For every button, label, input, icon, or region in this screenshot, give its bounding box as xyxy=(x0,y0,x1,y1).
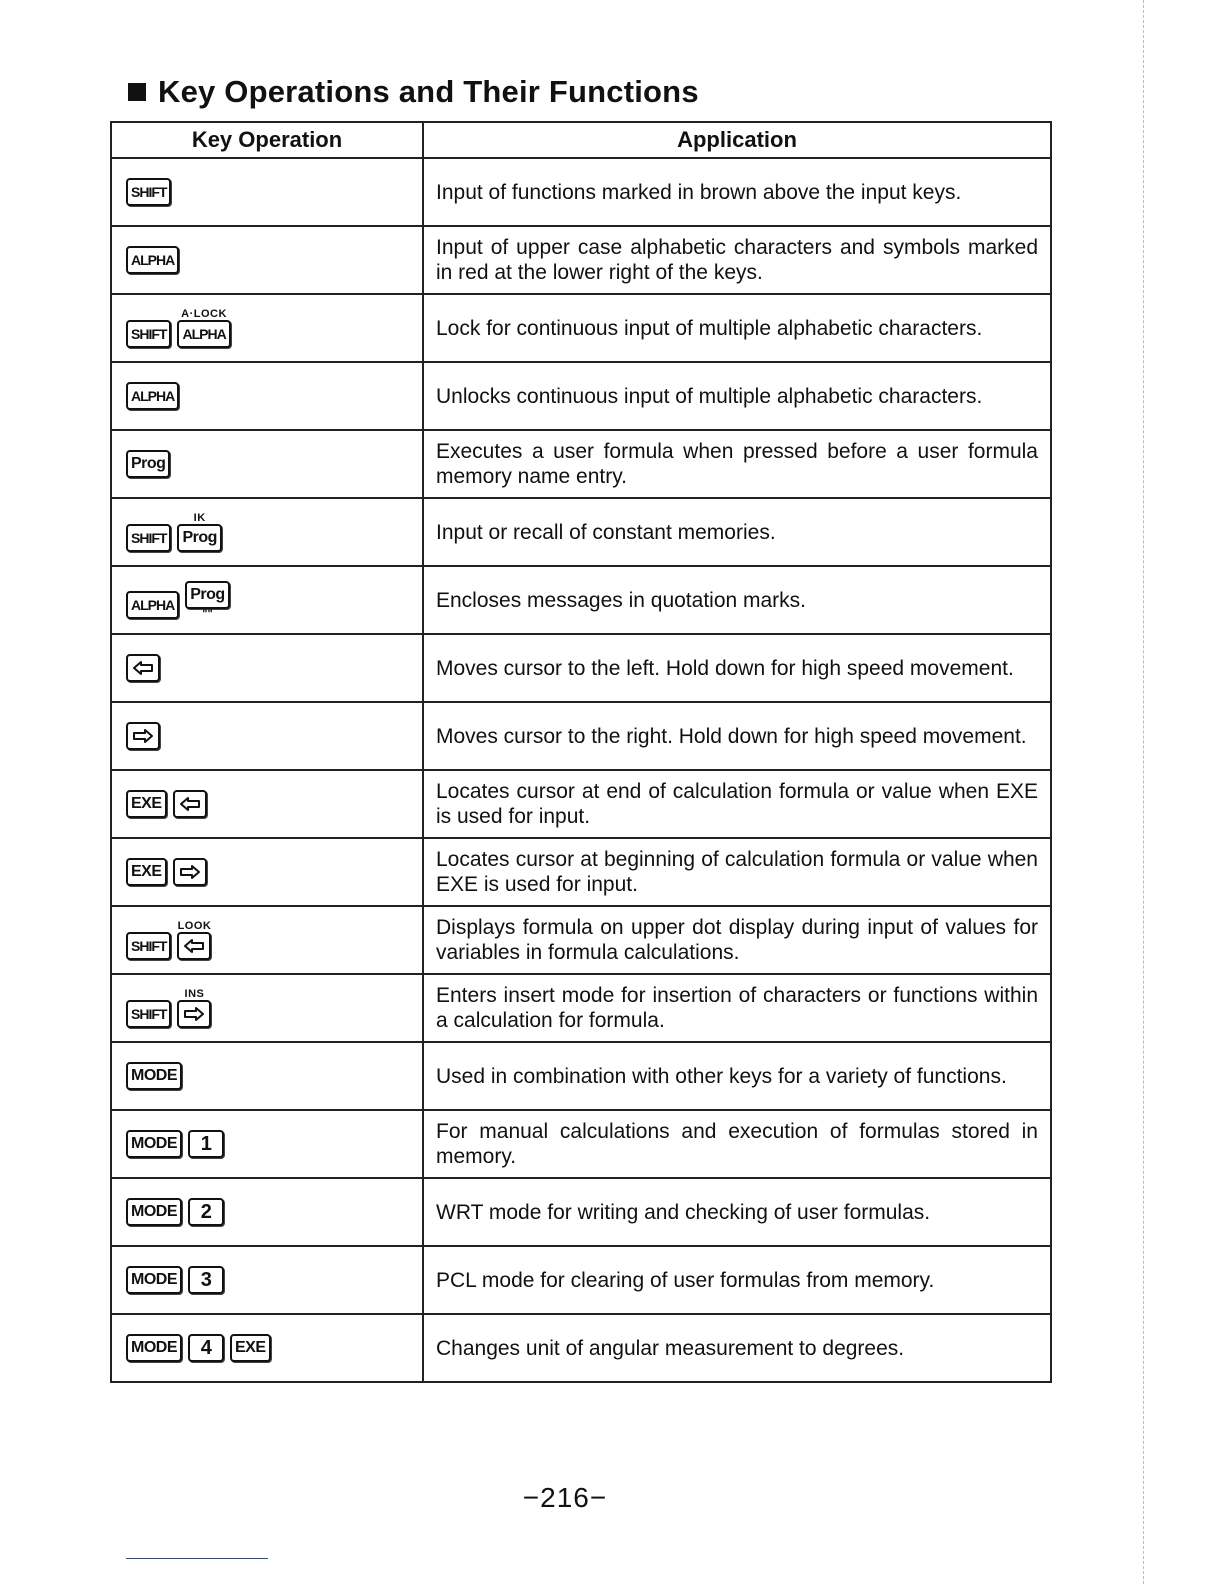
mode-key: MODE xyxy=(126,1266,182,1294)
table-row xyxy=(111,974,1051,1042)
application-cell: Locates cursor at beginning of calculation formula or value when EXE is used for input. xyxy=(423,838,1051,906)
header-key-operation: Key Operation xyxy=(111,122,423,158)
left-arrow-icon xyxy=(132,660,154,676)
left-arrow-key xyxy=(126,654,160,682)
alpha-key: ALPHA xyxy=(126,382,179,410)
key-sequence xyxy=(126,246,422,274)
table-row xyxy=(111,702,1051,770)
page-title xyxy=(128,74,699,110)
table-row xyxy=(111,566,1051,634)
key-wrapper xyxy=(126,1130,182,1158)
key-sequence xyxy=(126,858,422,886)
prog-key: Prog xyxy=(126,450,170,478)
key-wrapper xyxy=(126,246,179,274)
application-cell: Moves cursor to the left. Hold down for high speed movement. xyxy=(423,634,1051,702)
application-cell: Input of functions marked in brown above the input keys. xyxy=(423,158,1051,226)
key-wrapper xyxy=(177,512,221,552)
table-row xyxy=(111,1042,1051,1110)
table-row xyxy=(111,906,1051,974)
mode-key: MODE xyxy=(126,1130,182,1158)
table-row xyxy=(111,1110,1051,1178)
key-operation-cell xyxy=(111,1110,423,1178)
key-secondary-label: A·LOCK xyxy=(181,308,227,320)
page-title-text: Key Operations and Their Functions xyxy=(158,74,699,109)
header-application: Application xyxy=(423,122,1051,158)
1-key: 1 xyxy=(188,1130,224,1158)
key-wrapper xyxy=(126,932,171,960)
key-secondary-label: IK xyxy=(193,512,206,524)
2-key: 2 xyxy=(188,1198,224,1226)
application-cell: Displays formula on upper dot display during input of values for variables in formula calculations. xyxy=(423,906,1051,974)
key-secondary-label: INS xyxy=(184,988,205,1000)
key-wrapper xyxy=(230,1334,271,1362)
mode-key: MODE xyxy=(126,1198,182,1226)
shift-key: SHIFT xyxy=(126,932,171,960)
title-bullet-icon xyxy=(128,83,146,101)
key-operation-cell xyxy=(111,634,423,702)
application-cell: Lock for continuous input of multiple alphabetic characters. xyxy=(423,294,1051,362)
key-operation-cell xyxy=(111,1314,423,1382)
prog-key: Prog xyxy=(177,524,221,552)
application-cell: Changes unit of angular measurement to degrees. xyxy=(423,1314,1051,1382)
key-wrapper xyxy=(126,722,160,750)
footer-rule xyxy=(126,1558,268,1559)
application-cell: For manual calculations and execution of formulas stored in memory. xyxy=(423,1110,1051,1178)
key-operation-cell xyxy=(111,1178,423,1246)
key-tertiary-label: "" xyxy=(202,608,213,620)
application-cell: Encloses messages in quotation marks. xyxy=(423,566,1051,634)
left-arrow-key xyxy=(177,932,211,960)
key-wrapper xyxy=(173,790,207,818)
key-wrapper xyxy=(188,1130,224,1158)
application-cell: Moves cursor to the right. Hold down for high speed movement. xyxy=(423,702,1051,770)
key-wrapper xyxy=(126,382,179,410)
alpha-key: ALPHA xyxy=(177,320,230,348)
table-row xyxy=(111,838,1051,906)
table-header-row xyxy=(111,122,1051,158)
table-row xyxy=(111,1314,1051,1382)
alpha-key: ALPHA xyxy=(126,246,179,274)
key-wrapper xyxy=(188,1266,224,1294)
key-sequence xyxy=(126,1198,422,1226)
exe-key: EXE xyxy=(126,790,167,818)
prog-key: Prog xyxy=(185,581,229,609)
table-body xyxy=(111,158,1051,1382)
table-row xyxy=(111,430,1051,498)
key-wrapper xyxy=(177,988,211,1028)
application-cell: Input of upper case alphabetic characters and symbols marked in red at the lower right of the keys. xyxy=(423,226,1051,294)
right-arrow-icon xyxy=(132,728,154,744)
application-cell: PCL mode for clearing of user formulas from memory. xyxy=(423,1246,1051,1314)
table-row xyxy=(111,226,1051,294)
key-operation-cell xyxy=(111,498,423,566)
key-sequence xyxy=(126,790,422,818)
right-arrow-key xyxy=(173,858,207,886)
key-wrapper xyxy=(126,591,179,619)
shift-key: SHIFT xyxy=(126,524,171,552)
key-sequence xyxy=(126,920,422,960)
key-wrapper xyxy=(126,178,171,206)
key-wrapper xyxy=(126,1000,171,1028)
key-operation-cell xyxy=(111,974,423,1042)
key-sequence xyxy=(126,512,422,552)
key-sequence xyxy=(126,178,422,206)
key-sequence xyxy=(126,1334,422,1362)
key-operation-cell xyxy=(111,362,423,430)
application-cell: WRT mode for writing and checking of user formulas. xyxy=(423,1178,1051,1246)
table-row xyxy=(111,1178,1051,1246)
page-number: −216− xyxy=(522,1482,608,1513)
shift-key: SHIFT xyxy=(126,320,171,348)
key-operation-cell xyxy=(111,566,423,634)
key-operation-cell xyxy=(111,430,423,498)
exe-key: EXE xyxy=(230,1334,271,1362)
key-operation-cell xyxy=(111,838,423,906)
key-wrapper xyxy=(177,308,230,348)
key-wrapper xyxy=(126,524,171,552)
page-edge-line xyxy=(1143,0,1144,1584)
table-row xyxy=(111,158,1051,226)
key-operation-cell xyxy=(111,226,423,294)
key-operation-cell xyxy=(111,906,423,974)
key-wrapper xyxy=(126,1062,182,1090)
left-arrow-icon xyxy=(179,796,201,812)
key-wrapper xyxy=(126,790,167,818)
table-row xyxy=(111,498,1051,566)
key-sequence xyxy=(126,382,422,410)
key-operation-cell xyxy=(111,702,423,770)
table-row xyxy=(111,1246,1051,1314)
table-row xyxy=(111,770,1051,838)
key-operation-cell xyxy=(111,770,423,838)
shift-key: SHIFT xyxy=(126,1000,171,1028)
mode-key: MODE xyxy=(126,1062,182,1090)
key-wrapper xyxy=(126,320,171,348)
shift-key: SHIFT xyxy=(126,178,171,206)
key-operation-cell xyxy=(111,1042,423,1110)
table-row xyxy=(111,294,1051,362)
key-operation-cell xyxy=(111,158,423,226)
key-wrapper xyxy=(177,920,211,960)
application-cell: Used in combination with other keys for a variety of functions. xyxy=(423,1042,1051,1110)
application-cell: Locates cursor at end of calculation formula or value when EXE is used for input. xyxy=(423,770,1051,838)
key-sequence xyxy=(126,1266,422,1294)
application-cell: Unlocks continuous input of multiple alphabetic characters. xyxy=(423,362,1051,430)
right-arrow-key xyxy=(177,1000,211,1028)
key-wrapper xyxy=(126,858,167,886)
right-arrow-icon xyxy=(179,864,201,880)
key-wrapper xyxy=(126,1198,182,1226)
application-cell: Executes a user formula when pressed before a user formula memory name entry. xyxy=(423,430,1051,498)
key-sequence xyxy=(126,988,422,1028)
4-key: 4 xyxy=(188,1334,224,1362)
left-arrow-icon xyxy=(183,938,205,954)
mode-key: MODE xyxy=(126,1334,182,1362)
key-wrapper xyxy=(185,581,229,619)
key-wrapper xyxy=(126,450,170,478)
3-key: 3 xyxy=(188,1266,224,1294)
key-wrapper xyxy=(173,858,207,886)
key-wrapper xyxy=(126,1266,182,1294)
right-arrow-icon xyxy=(183,1006,205,1022)
application-cell: Input or recall of constant memories. xyxy=(423,498,1051,566)
exe-key: EXE xyxy=(126,858,167,886)
key-operation-cell xyxy=(111,1246,423,1314)
table-row xyxy=(111,362,1051,430)
key-sequence xyxy=(126,654,422,682)
right-arrow-key xyxy=(126,722,160,750)
application-cell: Enters insert mode for insertion of characters or functions within a calculation for formula. xyxy=(423,974,1051,1042)
key-wrapper xyxy=(126,654,160,682)
alpha-key: ALPHA xyxy=(126,591,179,619)
key-secondary-label: LOOK xyxy=(177,920,212,932)
key-sequence xyxy=(126,722,422,750)
key-sequence xyxy=(126,450,422,478)
key-wrapper xyxy=(188,1334,224,1362)
left-arrow-key xyxy=(173,790,207,818)
key-operation-cell xyxy=(111,294,423,362)
table-row xyxy=(111,634,1051,702)
key-wrapper xyxy=(126,1334,182,1362)
key-sequence xyxy=(126,581,422,619)
key-sequence xyxy=(126,1130,422,1158)
key-operations-table xyxy=(110,121,1052,1383)
key-wrapper xyxy=(188,1198,224,1226)
key-sequence xyxy=(126,308,422,348)
key-sequence xyxy=(126,1062,422,1090)
